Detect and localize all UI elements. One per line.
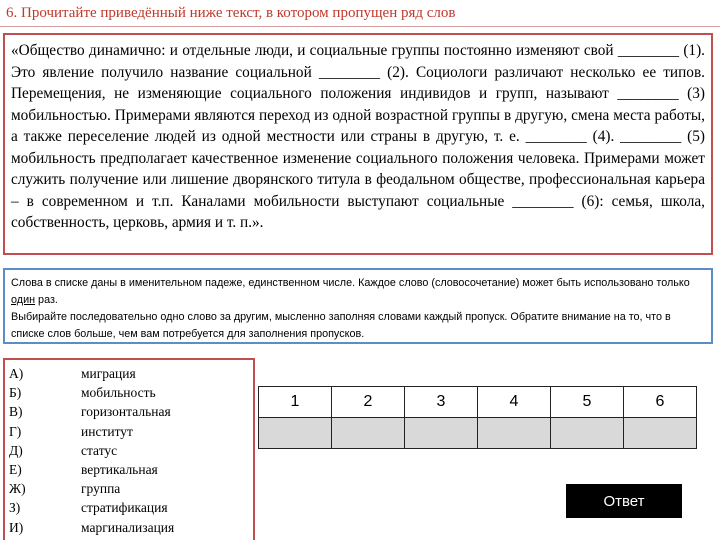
word-list — [3, 358, 255, 540]
word-letter: Д) — [9, 442, 23, 458]
instructions-line-1-a: Слова в списке даны в именительном падеже, единственном числе. Каждое слово (словосочетание) может быть использовано только — [11, 277, 690, 289]
word-text: горизонтальная — [81, 404, 171, 420]
answer-column-header: 4 — [478, 387, 551, 418]
word-letter: Е) — [9, 462, 22, 478]
instructions-line-1-underlined: один — [11, 294, 36, 306]
task-text: «Общество динамично: и отдельные люди, и социальные группы постоянно изменяют свой ________ (1). Это явление получило название социальной ________ (2). Социологи различают несколько ее типов. Перемещения, не изменяющие социального положения индивидов и групп, называют ________ (3) мобильностью. Примерами являются переход из одной возрастной группы в другую, смена места работы, а также переселение людей из одной местности или страны в другую, т. е. ________ (4). ________ (5) мобильность предполагает качественное изменение социального положения человека. Примерами может служить получение или лишение дворянского титула в феодальном обществе, профессиональная карьера – в современном и т.п. Каналами мобильности выступают социальные ________ (6): семья, школа, собственность, церковь, армия и т. п.». — [11, 42, 705, 231]
word-text: стратификация — [81, 500, 168, 516]
answer-cell[interactable] — [405, 418, 478, 449]
answer-cell[interactable] — [478, 418, 551, 449]
word-text: маргинализация — [81, 519, 175, 535]
answer-column-header: 5 — [551, 387, 624, 418]
word-item — [9, 383, 253, 402]
title-divider — [0, 26, 720, 27]
instructions-line-1-b: раз. — [35, 294, 58, 306]
word-item — [9, 422, 253, 441]
instructions-line-1 — [11, 275, 705, 309]
word-item — [9, 364, 253, 383]
word-letter: И) — [9, 519, 24, 535]
answer-table-header-row — [259, 387, 697, 418]
word-letter: В) — [9, 404, 23, 420]
answer-column-header: 2 — [332, 387, 405, 418]
answer-cell[interactable] — [332, 418, 405, 449]
answer-input-row — [259, 418, 697, 449]
task-text-box — [3, 33, 713, 255]
word-text: группа — [81, 481, 121, 497]
word-item — [9, 460, 253, 479]
word-item — [9, 498, 253, 517]
answer-cell[interactable] — [624, 418, 697, 449]
word-text: статус — [81, 442, 118, 458]
word-letter: Ж) — [9, 481, 26, 497]
word-item — [9, 479, 253, 498]
word-text: мобильность — [81, 385, 156, 401]
word-letter: А) — [9, 366, 24, 381]
word-letter: З) — [9, 500, 21, 516]
answer-table — [258, 386, 697, 449]
answer-column-header: 6 — [624, 387, 697, 418]
word-letter: Г) — [9, 423, 22, 439]
word-item — [9, 518, 253, 537]
task-title: 6. Прочитайте приведённый ниже текст, в котором пропущен ряд слов — [6, 5, 456, 21]
word-text: вертикальная — [81, 462, 158, 478]
word-letter: Б) — [9, 385, 22, 401]
answer-cell[interactable] — [551, 418, 624, 449]
word-text: институт — [81, 423, 133, 439]
answer-column-header: 3 — [405, 387, 478, 418]
word-item — [9, 441, 253, 460]
instructions-line-2: Выбирайте последовательно одно слово за другим, мысленно заполняя словами каждый пропуск. Обратите внимание на то, что в списке слов больше, чем вам потребуется для заполнения пропусков. — [11, 311, 671, 340]
word-text: миграция — [81, 366, 136, 381]
instructions-box — [3, 268, 713, 344]
answer-column-header: 1 — [259, 387, 332, 418]
word-item — [9, 402, 253, 421]
answer-button[interactable]: Ответ — [566, 484, 682, 518]
answer-cell[interactable] — [259, 418, 332, 449]
